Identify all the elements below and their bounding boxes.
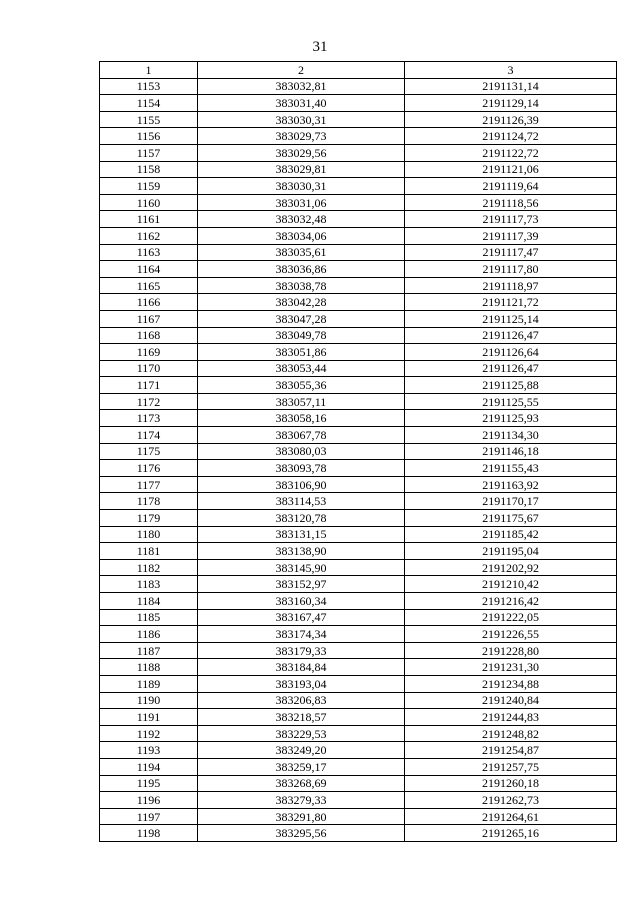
- table-row: [100, 559, 617, 576]
- point-number-cell: 1191: [100, 709, 198, 726]
- y-coordinate-cell: 2191226,55: [405, 626, 617, 643]
- x-coordinate-cell: 383029,73: [198, 128, 405, 145]
- x-coordinate-cell: 383080,03: [198, 443, 405, 460]
- table-row: [100, 626, 617, 643]
- x-coordinate-cell: 383032,48: [198, 211, 405, 228]
- point-number-cell: 1167: [100, 310, 198, 327]
- page-number: 31: [312, 39, 328, 55]
- point-number-cell: 1186: [100, 626, 198, 643]
- table-row: [100, 675, 617, 692]
- table-row: [100, 775, 617, 792]
- table-row: [100, 327, 617, 344]
- table-row: [100, 211, 617, 228]
- point-number-cell: 1176: [100, 460, 198, 477]
- table-row: [100, 277, 617, 294]
- y-coordinate-cell: 2191155,43: [405, 460, 617, 477]
- x-coordinate-cell: 383193,04: [198, 675, 405, 692]
- table-row: [100, 825, 617, 842]
- column-header-1: 1: [100, 62, 198, 79]
- y-coordinate-cell: 2191134,30: [405, 427, 617, 444]
- x-coordinate-cell: 383295,56: [198, 825, 405, 842]
- x-coordinate-cell: 383291,80: [198, 808, 405, 825]
- x-coordinate-cell: 383067,78: [198, 427, 405, 444]
- y-coordinate-cell: 2191265,16: [405, 825, 617, 842]
- x-coordinate-cell: 383047,28: [198, 310, 405, 327]
- y-coordinate-cell: 2191118,56: [405, 194, 617, 211]
- point-number-cell: 1173: [100, 410, 198, 427]
- x-coordinate-cell: 383106,90: [198, 476, 405, 493]
- y-coordinate-cell: 2191126,64: [405, 344, 617, 361]
- table-row: [100, 310, 617, 327]
- table-row: [100, 510, 617, 527]
- y-coordinate-cell: 2191231,30: [405, 659, 617, 676]
- x-coordinate-cell: 383279,33: [198, 792, 405, 809]
- y-coordinate-cell: 2191163,92: [405, 476, 617, 493]
- coordinates-table: [99, 61, 617, 842]
- point-number-cell: 1182: [100, 559, 198, 576]
- point-number-cell: 1189: [100, 675, 198, 692]
- point-number-cell: 1169: [100, 344, 198, 361]
- x-coordinate-cell: 383218,57: [198, 709, 405, 726]
- y-coordinate-cell: 2191222,05: [405, 609, 617, 626]
- table-row: [100, 227, 617, 244]
- y-coordinate-cell: 2191126,47: [405, 327, 617, 344]
- table-row: [100, 493, 617, 510]
- x-coordinate-cell: 383030,31: [198, 178, 405, 195]
- y-coordinate-cell: 2191248,82: [405, 725, 617, 742]
- table-body: [100, 78, 617, 841]
- x-coordinate-cell: 383032,81: [198, 78, 405, 95]
- x-coordinate-cell: 383120,78: [198, 510, 405, 527]
- x-coordinate-cell: 383268,69: [198, 775, 405, 792]
- table-row: [100, 742, 617, 759]
- table-row: [100, 261, 617, 278]
- point-number-cell: 1197: [100, 808, 198, 825]
- y-coordinate-cell: 2191118,97: [405, 277, 617, 294]
- column-header-2: 2: [198, 62, 405, 79]
- y-coordinate-cell: 2191257,75: [405, 758, 617, 775]
- table-row: [100, 593, 617, 610]
- point-number-cell: 1185: [100, 609, 198, 626]
- point-number-cell: 1166: [100, 294, 198, 311]
- x-coordinate-cell: 383036,86: [198, 261, 405, 278]
- y-coordinate-cell: 2191195,04: [405, 543, 617, 560]
- y-coordinate-cell: 2191126,47: [405, 360, 617, 377]
- x-coordinate-cell: 383174,34: [198, 626, 405, 643]
- table-row: [100, 244, 617, 261]
- table-row: [100, 526, 617, 543]
- x-coordinate-cell: 383160,34: [198, 593, 405, 610]
- x-coordinate-cell: 383206,83: [198, 692, 405, 709]
- x-coordinate-cell: 383051,86: [198, 344, 405, 361]
- table-row: [100, 427, 617, 444]
- x-coordinate-cell: 383030,31: [198, 111, 405, 128]
- x-coordinate-cell: 383038,78: [198, 277, 405, 294]
- point-number-cell: 1154: [100, 95, 198, 112]
- y-coordinate-cell: 2191244,83: [405, 709, 617, 726]
- point-number-cell: 1161: [100, 211, 198, 228]
- x-coordinate-cell: 383093,78: [198, 460, 405, 477]
- table-row: [100, 576, 617, 593]
- table-row: [100, 78, 617, 95]
- x-coordinate-cell: 383152,97: [198, 576, 405, 593]
- point-number-cell: 1194: [100, 758, 198, 775]
- x-coordinate-cell: 383049,78: [198, 327, 405, 344]
- point-number-cell: 1160: [100, 194, 198, 211]
- x-coordinate-cell: 383179,33: [198, 642, 405, 659]
- y-coordinate-cell: 2191125,14: [405, 310, 617, 327]
- point-number-cell: 1156: [100, 128, 198, 145]
- y-coordinate-cell: 2191117,80: [405, 261, 617, 278]
- point-number-cell: 1168: [100, 327, 198, 344]
- x-coordinate-cell: 383053,44: [198, 360, 405, 377]
- y-coordinate-cell: 2191117,47: [405, 244, 617, 261]
- header-row: [100, 62, 617, 79]
- y-coordinate-cell: 2191175,67: [405, 510, 617, 527]
- table-row: [100, 128, 617, 145]
- point-number-cell: 1153: [100, 78, 198, 95]
- x-coordinate-cell: 383138,90: [198, 543, 405, 560]
- y-coordinate-cell: 2191121,06: [405, 161, 617, 178]
- y-coordinate-cell: 2191146,18: [405, 443, 617, 460]
- point-number-cell: 1193: [100, 742, 198, 759]
- y-coordinate-cell: 2191122,72: [405, 144, 617, 161]
- y-coordinate-cell: 2191129,14: [405, 95, 617, 112]
- column-header-3: 3: [405, 62, 617, 79]
- point-number-cell: 1170: [100, 360, 198, 377]
- y-coordinate-cell: 2191126,39: [405, 111, 617, 128]
- point-number-cell: 1158: [100, 161, 198, 178]
- point-number-cell: 1174: [100, 427, 198, 444]
- y-coordinate-cell: 2191216,42: [405, 593, 617, 610]
- x-coordinate-cell: 383058,16: [198, 410, 405, 427]
- table-row: [100, 792, 617, 809]
- point-number-cell: 1159: [100, 178, 198, 195]
- x-coordinate-cell: 383249,20: [198, 742, 405, 759]
- table-row: [100, 443, 617, 460]
- y-coordinate-cell: 2191117,73: [405, 211, 617, 228]
- table-row: [100, 642, 617, 659]
- table-row: [100, 725, 617, 742]
- table-row: [100, 344, 617, 361]
- y-coordinate-cell: 2191264,61: [405, 808, 617, 825]
- x-coordinate-cell: 383145,90: [198, 559, 405, 576]
- point-number-cell: 1172: [100, 393, 198, 410]
- point-number-cell: 1162: [100, 227, 198, 244]
- y-coordinate-cell: 2191125,55: [405, 393, 617, 410]
- x-coordinate-cell: 383042,28: [198, 294, 405, 311]
- point-number-cell: 1157: [100, 144, 198, 161]
- x-coordinate-cell: 383031,06: [198, 194, 405, 211]
- x-coordinate-cell: 383057,11: [198, 393, 405, 410]
- x-coordinate-cell: 383029,56: [198, 144, 405, 161]
- y-coordinate-cell: 2191121,72: [405, 294, 617, 311]
- y-coordinate-cell: 2191240,84: [405, 692, 617, 709]
- point-number-cell: 1155: [100, 111, 198, 128]
- point-number-cell: 1178: [100, 493, 198, 510]
- x-coordinate-cell: 383229,53: [198, 725, 405, 742]
- y-coordinate-cell: 2191119,64: [405, 178, 617, 195]
- table-row: [100, 709, 617, 726]
- point-number-cell: 1188: [100, 659, 198, 676]
- table-row: [100, 460, 617, 477]
- table-row: [100, 808, 617, 825]
- point-number-cell: 1165: [100, 277, 198, 294]
- table-row: [100, 393, 617, 410]
- x-coordinate-cell: 383184,84: [198, 659, 405, 676]
- table-header: [100, 62, 617, 79]
- table-row: [100, 476, 617, 493]
- point-number-cell: 1183: [100, 576, 198, 593]
- point-number-cell: 1163: [100, 244, 198, 261]
- y-coordinate-cell: 2191124,72: [405, 128, 617, 145]
- table-row: [100, 95, 617, 112]
- table-row: [100, 144, 617, 161]
- table-row: [100, 410, 617, 427]
- x-coordinate-cell: 383055,36: [198, 377, 405, 394]
- y-coordinate-cell: 2191234,88: [405, 675, 617, 692]
- point-number-cell: 1190: [100, 692, 198, 709]
- x-coordinate-cell: 383131,15: [198, 526, 405, 543]
- x-coordinate-cell: 383034,06: [198, 227, 405, 244]
- x-coordinate-cell: 383114,53: [198, 493, 405, 510]
- point-number-cell: 1195: [100, 775, 198, 792]
- y-coordinate-cell: 2191262,73: [405, 792, 617, 809]
- table-row: [100, 294, 617, 311]
- y-coordinate-cell: 2191117,39: [405, 227, 617, 244]
- point-number-cell: 1177: [100, 476, 198, 493]
- point-number-cell: 1179: [100, 510, 198, 527]
- y-coordinate-cell: 2191210,42: [405, 576, 617, 593]
- table-row: [100, 111, 617, 128]
- y-coordinate-cell: 2191125,88: [405, 377, 617, 394]
- point-number-cell: 1196: [100, 792, 198, 809]
- y-coordinate-cell: 2191228,80: [405, 642, 617, 659]
- table-row: [100, 360, 617, 377]
- table-row: [100, 377, 617, 394]
- point-number-cell: 1198: [100, 825, 198, 842]
- table-row: [100, 692, 617, 709]
- table-row: [100, 609, 617, 626]
- point-number-cell: 1164: [100, 261, 198, 278]
- point-number-cell: 1181: [100, 543, 198, 560]
- x-coordinate-cell: 383035,61: [198, 244, 405, 261]
- point-number-cell: 1171: [100, 377, 198, 394]
- table-row: [100, 758, 617, 775]
- table-row: [100, 161, 617, 178]
- y-coordinate-cell: 2191170,17: [405, 493, 617, 510]
- x-coordinate-cell: 383259,17: [198, 758, 405, 775]
- table-row: [100, 543, 617, 560]
- x-coordinate-cell: 383031,40: [198, 95, 405, 112]
- x-coordinate-cell: 383029,81: [198, 161, 405, 178]
- point-number-cell: 1175: [100, 443, 198, 460]
- table-row: [100, 178, 617, 195]
- x-coordinate-cell: 383167,47: [198, 609, 405, 626]
- y-coordinate-cell: 2191202,92: [405, 559, 617, 576]
- table-row: [100, 659, 617, 676]
- y-coordinate-cell: 2191185,42: [405, 526, 617, 543]
- y-coordinate-cell: 2191131,14: [405, 78, 617, 95]
- y-coordinate-cell: 2191260,18: [405, 775, 617, 792]
- table-row: [100, 194, 617, 211]
- point-number-cell: 1192: [100, 725, 198, 742]
- point-number-cell: 1180: [100, 526, 198, 543]
- y-coordinate-cell: 2191254,87: [405, 742, 617, 759]
- y-coordinate-cell: 2191125,93: [405, 410, 617, 427]
- point-number-cell: 1184: [100, 593, 198, 610]
- point-number-cell: 1187: [100, 642, 198, 659]
